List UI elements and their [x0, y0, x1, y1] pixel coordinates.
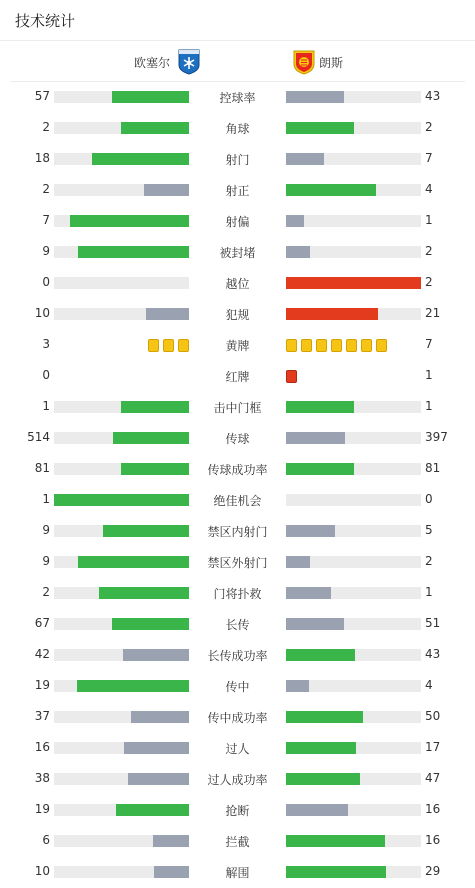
away-value: 1 [425, 399, 433, 413]
away-bar-fill [286, 587, 331, 599]
home-bar-track [54, 711, 189, 723]
home-bar-track [54, 277, 189, 289]
stat-label: 射门 [225, 153, 250, 167]
away-value: 2 [425, 244, 433, 258]
home-bar-track [54, 308, 189, 320]
home-value: 9 [42, 244, 50, 258]
home-value: 514 [27, 430, 50, 444]
away-value: 16 [425, 833, 441, 847]
home-bar-track [54, 742, 189, 754]
stat-label: 击中门框 [213, 401, 262, 415]
away-bar-track [286, 742, 421, 754]
home-value: 42 [34, 647, 50, 661]
home-bar-track [54, 401, 189, 413]
stat-row [0, 299, 475, 330]
home-value: 37 [34, 709, 50, 723]
stat-row [0, 578, 475, 609]
away-bar-fill [286, 680, 309, 692]
teams-header [10, 41, 465, 82]
home-value: 9 [42, 523, 50, 537]
away-bar-track [286, 184, 421, 196]
stat-label: 红牌 [225, 370, 250, 384]
away-value: 81 [425, 461, 441, 475]
header [0, 0, 475, 41]
away-value: 5 [425, 523, 433, 537]
away-bar-fill [286, 463, 354, 475]
stat-label: 传中 [225, 680, 250, 694]
stat-row [0, 609, 475, 640]
stat-row [0, 113, 475, 144]
away-bar-fill [286, 153, 324, 165]
stat-label: 禁区外射门 [207, 556, 268, 570]
home-bar-fill [146, 308, 189, 320]
stat-row [0, 206, 475, 237]
home-bar-track [54, 587, 189, 599]
stat-row [0, 268, 475, 299]
stat-row [0, 764, 475, 795]
away-value: 16 [425, 802, 441, 816]
away-bar-fill [286, 866, 386, 878]
stat-row [0, 702, 475, 733]
yellow-card-icon [316, 339, 327, 352]
away-value: 397 [425, 430, 448, 444]
yellow-card-icon [331, 339, 342, 352]
yellow-card-icon [178, 339, 189, 352]
home-value: 2 [42, 120, 50, 134]
home-bar-fill [77, 680, 189, 692]
home-value: 81 [34, 461, 50, 475]
home-bar-fill [54, 494, 189, 506]
home-bar-track [54, 618, 189, 630]
stat-row [0, 361, 475, 392]
stat-label: 禁区内射门 [207, 525, 268, 539]
home-bar-track [54, 680, 189, 692]
away-cards [286, 339, 391, 352]
home-team[interactable] [134, 48, 200, 76]
away-bar-fill [286, 835, 385, 847]
stat-label: 射正 [225, 184, 250, 198]
stat-row [0, 82, 475, 113]
stat-row [0, 423, 475, 454]
home-value: 2 [42, 585, 50, 599]
away-bar-track [286, 308, 421, 320]
away-bar-fill [286, 649, 355, 661]
away-bar-fill [286, 742, 356, 754]
yellow-card-icon [286, 339, 297, 352]
away-value: 43 [425, 647, 441, 661]
stat-row [0, 640, 475, 671]
away-bar-track [286, 556, 421, 568]
home-bar-track [54, 432, 189, 444]
home-bar-fill [113, 432, 189, 444]
away-bar-track [286, 153, 421, 165]
stat-row [0, 826, 475, 857]
away-bar-fill [286, 246, 310, 258]
away-bar-fill [286, 804, 348, 816]
auxerre-crest-icon [178, 49, 200, 75]
away-value: 2 [425, 275, 433, 289]
away-bar-fill [286, 618, 344, 630]
away-value: 47 [425, 771, 441, 785]
away-bar-track [286, 649, 421, 661]
yellow-card-icon [346, 339, 357, 352]
away-bar-fill [286, 401, 354, 413]
home-bar-track [54, 866, 189, 878]
home-bar-fill [144, 184, 189, 196]
home-value: 6 [42, 833, 50, 847]
stat-label: 解围 [225, 866, 250, 880]
away-value: 50 [425, 709, 441, 723]
stat-label: 门将扑救 [213, 587, 262, 601]
stat-label: 犯规 [225, 308, 250, 322]
yellow-card-icon [361, 339, 372, 352]
stat-label: 射偏 [225, 215, 250, 229]
away-bar-fill [286, 91, 344, 103]
home-bar-track [54, 835, 189, 847]
away-value: 4 [425, 182, 433, 196]
stat-row [0, 144, 475, 175]
page-title: 技术统计 [15, 12, 76, 30]
stat-label: 黄牌 [225, 339, 250, 353]
away-bar-track [286, 215, 421, 227]
away-value: 51 [425, 616, 441, 630]
home-value: 57 [34, 89, 50, 103]
home-bar-fill [92, 153, 189, 165]
away-bar-fill [286, 556, 310, 568]
stat-label: 绝佳机会 [213, 494, 262, 508]
away-bar-track [286, 680, 421, 692]
home-team-name: 欧塞尔 [133, 55, 170, 70]
home-value: 0 [42, 368, 50, 382]
home-value: 2 [42, 182, 50, 196]
away-bar-track [286, 525, 421, 537]
away-bar-track [286, 246, 421, 258]
away-bar-track [286, 277, 421, 289]
lens-crest-icon [293, 49, 315, 75]
away-bar-track [286, 618, 421, 630]
yellow-card-icon [163, 339, 174, 352]
stat-label: 传中成功率 [207, 711, 268, 725]
home-value: 10 [34, 864, 50, 878]
stat-label: 被封堵 [219, 246, 256, 260]
away-bar-track [286, 432, 421, 444]
home-value: 1 [42, 399, 50, 413]
home-value: 7 [42, 213, 50, 227]
away-value: 21 [425, 306, 441, 320]
yellow-card-icon [376, 339, 387, 352]
away-value: 1 [425, 368, 433, 382]
home-bar-track [54, 525, 189, 537]
away-bar-fill [286, 122, 354, 134]
away-cards [286, 370, 301, 383]
home-bar-fill [112, 618, 189, 630]
away-bar-fill [286, 432, 345, 444]
stat-row [0, 237, 475, 268]
home-bar-fill [99, 587, 189, 599]
yellow-card-icon [301, 339, 312, 352]
stat-row [0, 392, 475, 423]
stat-row [0, 547, 475, 578]
home-bar-fill [123, 649, 189, 661]
stat-label: 过人 [225, 742, 250, 756]
away-value: 7 [425, 151, 433, 165]
home-value: 18 [34, 151, 50, 165]
stat-row [0, 795, 475, 826]
home-bar-fill [78, 246, 189, 258]
home-bar-fill [131, 711, 189, 723]
home-value: 38 [34, 771, 50, 785]
away-value: 2 [425, 120, 433, 134]
home-cards [144, 339, 189, 352]
home-bar-track [54, 215, 189, 227]
stat-label: 过人成功率 [207, 773, 268, 787]
home-value: 10 [34, 306, 50, 320]
yellow-card-icon [148, 339, 159, 352]
away-bar-fill [286, 525, 335, 537]
away-team[interactable] [293, 48, 343, 76]
away-bar-track [286, 91, 421, 103]
stat-row [0, 175, 475, 206]
home-bar-fill [121, 401, 189, 413]
away-value: 1 [425, 585, 433, 599]
home-value: 19 [34, 802, 50, 816]
stat-label: 越位 [225, 277, 250, 291]
home-bar-fill [128, 773, 189, 785]
home-bar-track [54, 556, 189, 568]
stat-label: 控球率 [219, 91, 256, 105]
home-bar-track [54, 91, 189, 103]
stat-label: 长传 [225, 618, 250, 632]
home-bar-track [54, 122, 189, 134]
away-bar-track [286, 804, 421, 816]
away-bar-track [286, 463, 421, 475]
stat-label: 角球 [225, 122, 250, 136]
red-card-icon [286, 370, 297, 383]
home-bar-fill [153, 835, 189, 847]
stat-label: 抢断 [225, 804, 250, 818]
stat-label: 长传成功率 [207, 649, 268, 663]
away-team-name: 朗斯 [319, 55, 344, 70]
away-bar-track [286, 866, 421, 878]
home-bar-fill [121, 463, 189, 475]
away-value: 7 [425, 337, 433, 351]
stat-label: 传球 [225, 432, 250, 446]
stat-label: 拦截 [225, 835, 250, 849]
home-bar-track [54, 804, 189, 816]
away-value: 43 [425, 89, 441, 103]
home-bar-fill [154, 866, 189, 878]
away-bar-fill [286, 215, 304, 227]
home-value: 3 [42, 337, 50, 351]
home-bar-fill [103, 525, 189, 537]
away-bar-fill [286, 773, 360, 785]
away-bar-track [286, 835, 421, 847]
stat-row [0, 857, 475, 888]
home-value: 9 [42, 554, 50, 568]
home-bar-fill [116, 804, 189, 816]
away-bar-fill [286, 277, 421, 289]
away-bar-fill [286, 308, 378, 320]
home-bar-track [54, 463, 189, 475]
home-value: 16 [34, 740, 50, 754]
home-bar-fill [78, 556, 189, 568]
away-bar-track [286, 401, 421, 413]
stat-row [0, 671, 475, 702]
away-bar-track [286, 122, 421, 134]
stat-row [0, 330, 475, 361]
home-bar-track [54, 246, 189, 258]
home-bar-track [54, 153, 189, 165]
away-value: 29 [425, 864, 441, 878]
away-bar-fill [286, 711, 363, 723]
away-bar-track [286, 773, 421, 785]
home-value: 67 [34, 616, 50, 630]
away-bar-track [286, 711, 421, 723]
stat-label: 传球成功率 [207, 463, 268, 477]
away-bar-fill [286, 184, 376, 196]
away-value: 17 [425, 740, 441, 754]
home-bar-fill [121, 122, 189, 134]
away-bar-track [286, 587, 421, 599]
away-bar-track [286, 494, 421, 506]
home-bar-track [54, 649, 189, 661]
away-value: 4 [425, 678, 433, 692]
home-bar-fill [124, 742, 189, 754]
away-value: 1 [425, 213, 433, 227]
away-value: 0 [425, 492, 433, 506]
stat-row [0, 516, 475, 547]
stat-row [0, 733, 475, 764]
home-bar-track [54, 773, 189, 785]
stat-row [0, 485, 475, 516]
home-value: 0 [42, 275, 50, 289]
stat-row [0, 454, 475, 485]
away-value: 2 [425, 554, 433, 568]
home-bar-track [54, 494, 189, 506]
home-bar-track [54, 184, 189, 196]
home-value: 1 [42, 492, 50, 506]
home-bar-fill [70, 215, 189, 227]
home-bar-fill [112, 91, 189, 103]
home-value: 19 [34, 678, 50, 692]
